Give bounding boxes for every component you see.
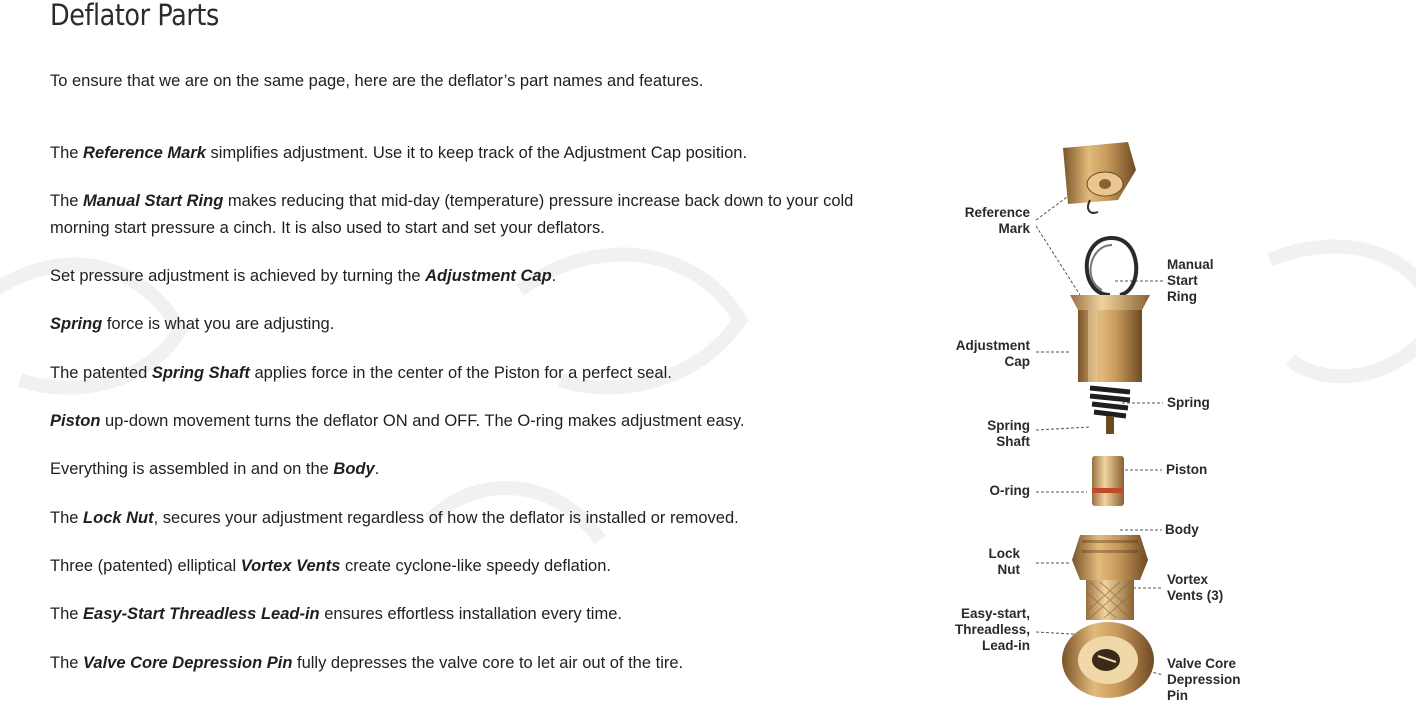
paragraph-reference-mark: The Reference Mark simplifies adjustment. Use it to keep track of the Adjustment Cap position. bbox=[50, 144, 748, 162]
term-manual-start-ring: Manual Start Ring bbox=[83, 192, 224, 210]
spring-icon bbox=[1090, 388, 1130, 416]
paragraph-piston: Piston up-down movement turns the deflator ON and OFF. The O-ring makes adjustment easy. bbox=[50, 412, 745, 430]
term-adjustment-cap: Adjustment Cap bbox=[425, 267, 552, 285]
paragraph-spring: Spring force is what you are adjusting. bbox=[50, 315, 335, 333]
label-body: Body bbox=[1165, 522, 1199, 537]
paragraph-adjustment-cap: Set pressure adjustment is achieved by turning the Adjustment Cap. bbox=[50, 267, 557, 285]
term-reference-mark: Reference Mark bbox=[83, 144, 206, 162]
paragraph-lock-nut: The Lock Nut, secures your adjustment regardless of how the deflator is installed or removed. bbox=[50, 509, 739, 527]
valve-core-pin-icon bbox=[1062, 622, 1154, 698]
intro-text: To ensure that we are on the same page, here are the deflator’s part names and features. bbox=[50, 72, 704, 90]
paragraph-easy-start: The Easy-Start Threadless Lead-in ensures effortless installation every time. bbox=[50, 605, 622, 623]
paragraph-spring-shaft: The patented Spring Shaft applies force in the center of the Piston for a perfect seal. bbox=[50, 364, 672, 382]
label-reference-mark: Reference Mark bbox=[964, 205, 1030, 236]
term-vortex-vents: Vortex Vents bbox=[240, 557, 341, 575]
label-o-ring: O-ring bbox=[989, 483, 1030, 498]
paragraph-vortex-vents: Three (patented) elliptical Vortex Vents create cyclone-like speedy deflation. bbox=[50, 557, 611, 575]
term-valve-core-pin: Valve Core Depression Pin bbox=[83, 654, 293, 672]
body-icon bbox=[1072, 535, 1148, 620]
paragraph-valve-core-pin: The Valve Core Depression Pin fully depresses the valve core to let air out of the tire. bbox=[50, 654, 684, 672]
label-vortex-vents: Vortex Vents (3) bbox=[1167, 572, 1224, 603]
piston-icon bbox=[1092, 456, 1124, 506]
label-piston: Piston bbox=[1166, 462, 1208, 477]
term-body: Body bbox=[333, 460, 375, 478]
paragraph-body: Everything is assembled in and on the Body. bbox=[50, 460, 380, 478]
term-spring: Spring bbox=[50, 315, 103, 333]
paragraph-manual-start-ring: The Manual Start Ring makes reducing that mid-day (temperature) pressure increase back down to your cold morning start pressure a cinch. It is also used to start and set your deflators. bbox=[50, 192, 854, 237]
label-spring: Spring bbox=[1167, 395, 1210, 410]
term-easy-start: Easy-Start Threadless Lead-in bbox=[83, 605, 320, 623]
adjustment-cap-top-icon bbox=[1063, 142, 1136, 213]
manual-start-ring-icon bbox=[1087, 238, 1136, 295]
label-easy-start: Easy-start, Threadless, Lead-in bbox=[954, 606, 1030, 653]
spring-shaft-icon bbox=[1106, 416, 1114, 434]
page-title: Deflator Parts bbox=[50, 0, 219, 32]
label-valve-core-pin: Valve Core Depression Pin bbox=[1167, 656, 1241, 703]
label-lock-nut: Lock Nut bbox=[988, 546, 1020, 577]
deflator-parts-diagram bbox=[930, 130, 1270, 705]
term-spring-shaft: Spring Shaft bbox=[151, 364, 250, 382]
label-manual-start-ring: Manual Start Ring bbox=[1167, 257, 1214, 304]
term-lock-nut: Lock Nut bbox=[83, 509, 154, 527]
label-spring-shaft: Spring Shaft bbox=[987, 418, 1030, 449]
label-adjustment-cap: Adjustment Cap bbox=[955, 338, 1030, 369]
term-piston: Piston bbox=[50, 412, 101, 430]
adjustment-cap-icon bbox=[1070, 295, 1150, 382]
